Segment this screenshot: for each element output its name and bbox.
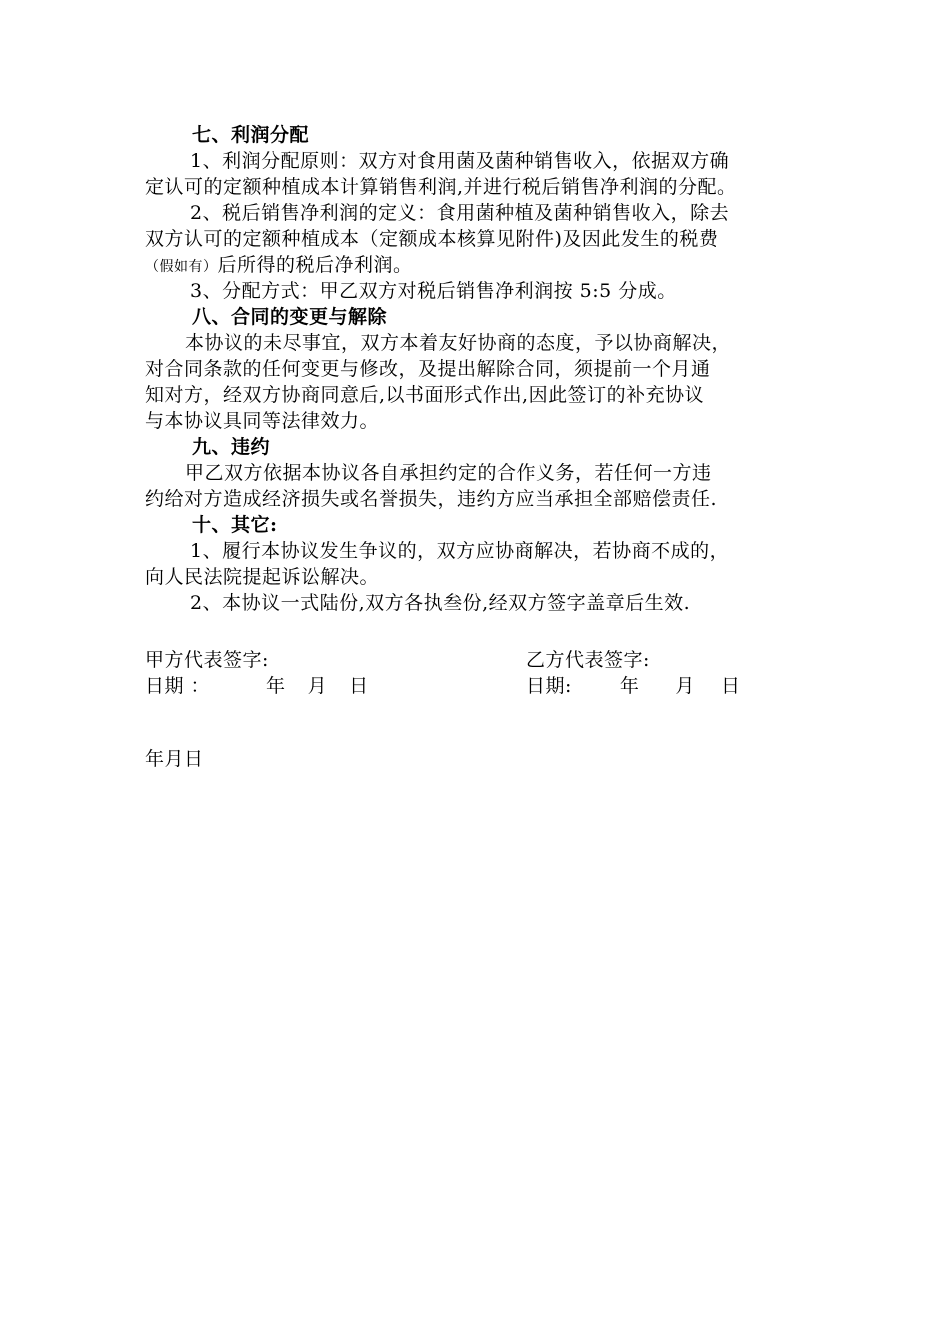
section-8-heading: 八、合同的变更与解除 [192, 306, 388, 328]
section-9-heading: 九、违约 [192, 436, 271, 458]
section-9-line2: 约给对方造成经济损失或名誉损失，违约方应当承担全部赔偿责任. [145, 488, 718, 510]
document-body [145, 122, 815, 616]
party-a-date-label: 日期 ： [145, 675, 211, 697]
party-a-day: 日 [349, 675, 369, 697]
section-7-p2-line3-text: 后所得的税后净利润。 [217, 254, 413, 276]
section-8-line1: 本协议的未尽事宜，双方本着友好协商的态度，予以协商解决， [185, 332, 732, 354]
section-8-line2: 对合同条款的任何变更与修改，及提出解除合同，须提前一个月通 [145, 358, 711, 380]
section-7-p2-note: （假如有） [145, 259, 218, 275]
section-10-p2: 2、本协议一式陆份,双方各执叁份,经双方签字盖章后生效. [190, 592, 691, 614]
party-a-signature-label: 甲方代表签字: [145, 649, 269, 671]
section-7-p2-line2: 双方认可的定额种植成本（定额成本核算见附件)及因此发生的税费 [145, 228, 719, 250]
party-b-year: 年 [619, 675, 640, 697]
section-7-heading: 七、利润分配 [192, 124, 310, 146]
party-a-date-line [145, 673, 369, 699]
section-8-line3: 知对方，经双方协商同意后,以书面形式作出,因此签订的补充协议 [145, 384, 705, 406]
section-10-p1-line1: 1、履行本协议发生争议的，双方应协商解决，若协商不成的， [190, 540, 730, 562]
section-9-line1: 甲乙双方依据本协议各自承担约定的合作义务，若任何一方违 [185, 462, 712, 484]
section-7-p1-line2: 定认可的定额种植成本计算销售利润,并进行税后销售净利润的分配。 [145, 176, 737, 198]
section-7-p2-line1: 2、税后销售净利润的定义：食用菌种植及菌种销售收入，除去 [190, 202, 730, 224]
party-b-day: 日 [720, 675, 741, 697]
section-10-p1-line2: 向人民法院提起诉讼解决。 [145, 566, 380, 588]
section-7-p1-line1: 1、利润分配原则：双方对食用菌及菌种销售收入，依据双方确 [190, 150, 730, 172]
party-a-year: 年 [266, 675, 286, 697]
section-10-heading: 十、其它: [192, 514, 278, 536]
party-b-month: 月 [675, 675, 695, 697]
section-8-line4: 与本协议具同等法律效力。 [145, 410, 380, 432]
footer-date: 年月日 [145, 748, 204, 770]
party-b-date-label: 日期: [526, 675, 572, 697]
party-b-signature-label: 乙方代表签字: [526, 649, 650, 671]
party-a-month: 月 [307, 675, 328, 697]
section-7-p2-line3 [145, 252, 815, 278]
party-b-date-line [526, 673, 740, 699]
section-7-p3: 3、分配方式：甲乙双方对税后销售净利润按 5:5 分成。 [190, 280, 677, 302]
